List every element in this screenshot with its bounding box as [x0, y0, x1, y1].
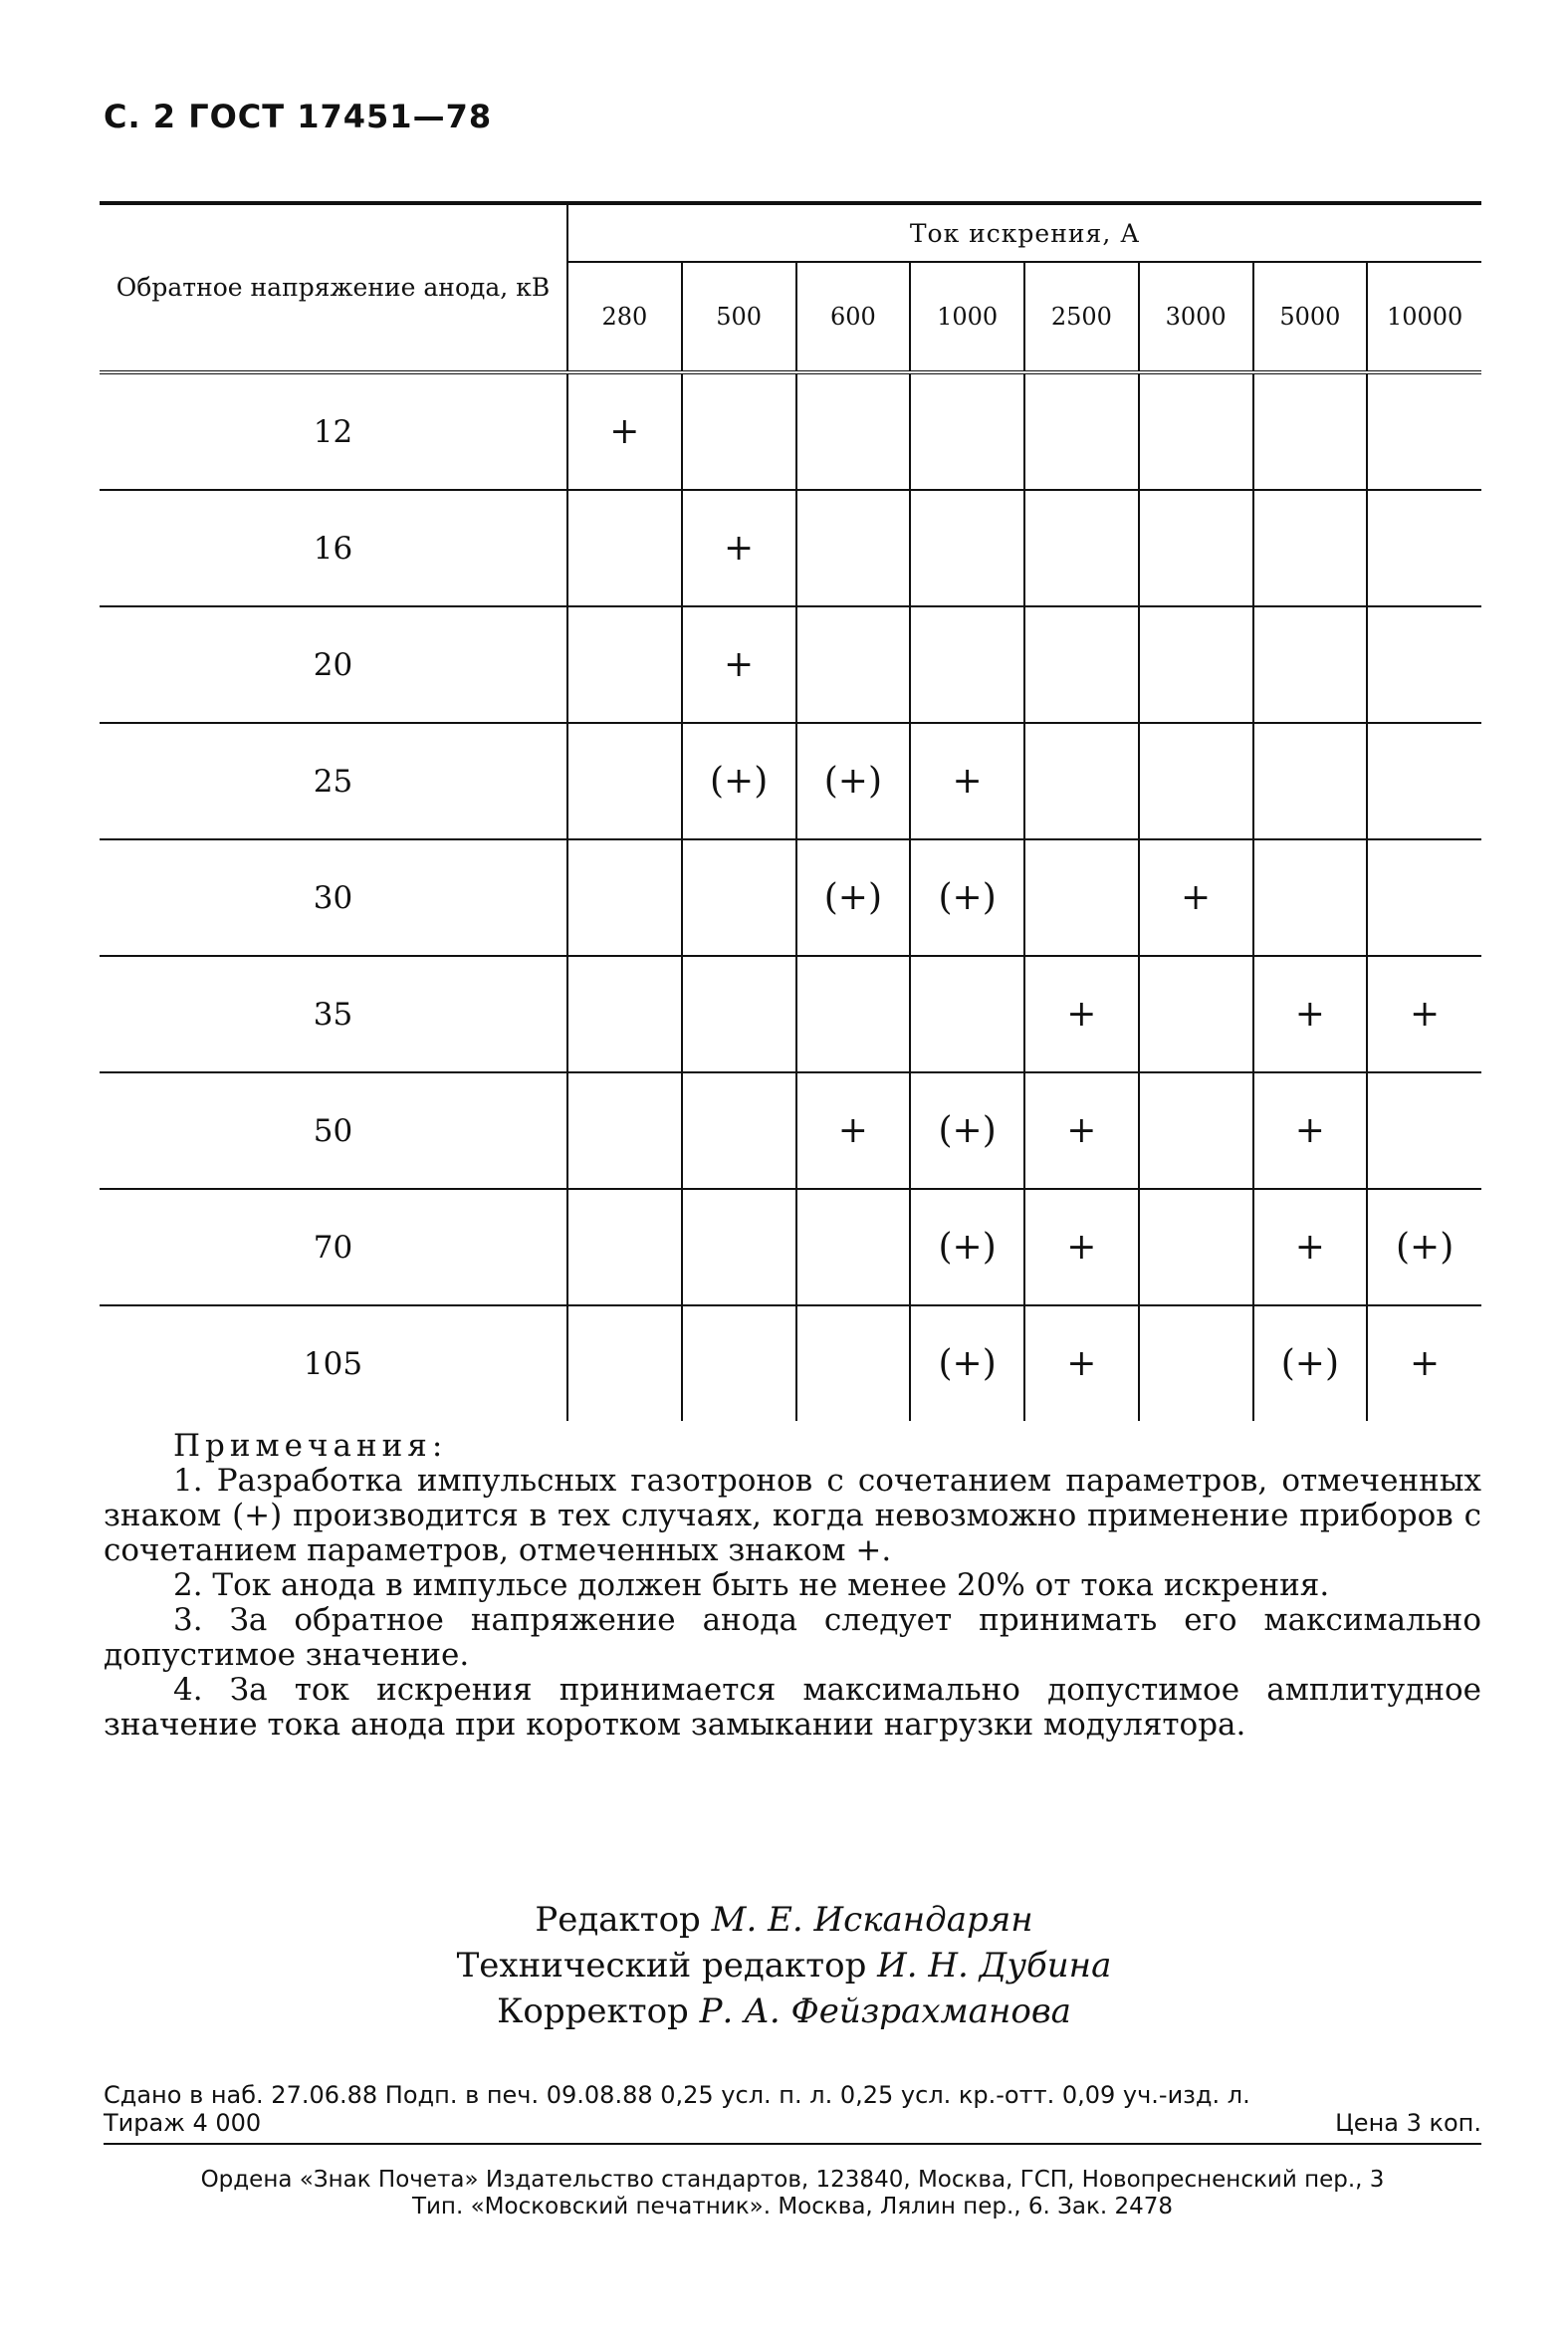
column-header: 280 — [567, 262, 682, 372]
mark-cell — [1139, 1072, 1253, 1189]
mark-cell — [567, 839, 682, 956]
mark-cell — [567, 723, 682, 839]
mark-cell: (+) — [796, 723, 911, 839]
mark-cell: + — [910, 723, 1024, 839]
mark-cell: (+) — [910, 1189, 1024, 1305]
mark-cell — [567, 956, 682, 1072]
mark-cell: + — [682, 606, 796, 723]
notes-title: Примечания: — [173, 1428, 448, 1464]
column-header: 500 — [682, 262, 796, 372]
voltage-cell: 70 — [100, 1189, 567, 1305]
mark-cell — [910, 606, 1024, 723]
mark-cell: + — [1024, 1305, 1139, 1421]
imprint-block — [104, 2081, 1481, 2145]
mark-cell: + — [1253, 956, 1368, 1072]
mark-cell: + — [567, 372, 682, 490]
column-header: 600 — [796, 262, 911, 372]
voltage-cell: 30 — [100, 839, 567, 956]
mark-cell — [1024, 490, 1139, 606]
editor-role: Редактор — [535, 1900, 701, 1940]
mark-cell — [1367, 1072, 1481, 1189]
corrector-line — [0, 1988, 1568, 2034]
mark-cell — [1367, 606, 1481, 723]
table-row — [100, 1305, 1481, 1421]
publisher-line: Ордена «Знак Почета» Издательство стандартов, 123840, Москва, ГСП, Новопресненский пер., 3 — [200, 2167, 1385, 2193]
mark-cell: + — [796, 1072, 911, 1189]
voltage-cell: 105 — [100, 1305, 567, 1421]
table-row — [100, 723, 1481, 839]
imprint-dates: Сдано в наб. 27.06.88 Подп. в печ. 09.08.88 0,25 усл. п. л. 0,25 усл. кр.-отт. 0,09 уч.-изд. л. — [104, 2081, 1250, 2109]
mark-cell: + — [1253, 1072, 1368, 1189]
tech-editor-role: Технический редактор — [456, 1946, 867, 1986]
printer-line: Тип. «Московский печатник». Москва, Лялин пер., 6. Зак. 2478 — [411, 2194, 1174, 2219]
mark-cell — [1139, 956, 1253, 1072]
mark-cell: + — [1367, 1305, 1481, 1421]
mark-cell — [910, 490, 1024, 606]
voltage-cell: 50 — [100, 1072, 567, 1189]
stub-header: Обратное напряжение анода, кВ — [100, 203, 567, 372]
mark-cell — [796, 606, 911, 723]
mark-cell — [1139, 490, 1253, 606]
mark-cell: (+) — [1253, 1305, 1368, 1421]
mark-cell: (+) — [910, 1072, 1024, 1189]
column-header: 5000 — [1253, 262, 1368, 372]
column-header: 2500 — [1024, 262, 1139, 372]
editor-name: М. Е. Искандарян — [711, 1900, 1033, 1940]
voltage-cell: 12 — [100, 372, 567, 490]
mark-cell — [796, 1189, 911, 1305]
mark-cell — [1367, 723, 1481, 839]
publisher-block — [104, 2167, 1481, 2220]
mark-cell: (+) — [910, 839, 1024, 956]
tech-editor-name: И. Н. Дубина — [877, 1946, 1112, 1986]
mark-cell: (+) — [682, 723, 796, 839]
table-row — [100, 956, 1481, 1072]
spark-current-table — [100, 201, 1481, 1421]
mark-cell — [1139, 723, 1253, 839]
mark-cell — [682, 839, 796, 956]
mark-cell — [1139, 606, 1253, 723]
mark-cell — [682, 372, 796, 490]
mark-cell — [796, 1305, 911, 1421]
table-row — [100, 490, 1481, 606]
note-item: 4. За ток искрения принимается максимально допустимое амплитудное значение тока анода при коротком замыкании нагрузки модулятора. — [104, 1672, 1481, 1743]
tech-editor-line — [0, 1943, 1568, 1988]
mark-cell: (+) — [796, 839, 911, 956]
voltage-cell: 16 — [100, 490, 567, 606]
mark-cell — [910, 956, 1024, 1072]
note-item: 2. Ток анода в импульсе должен быть не менее 20% от тока искрения. — [173, 1567, 1330, 1603]
page-header: С. 2 ГОСТ 17451—78 — [104, 98, 493, 135]
mark-cell — [796, 956, 911, 1072]
mark-cell — [796, 372, 911, 490]
mark-cell: + — [1367, 956, 1481, 1072]
mark-cell — [1253, 723, 1368, 839]
corrector-name: Р. А. Фейзрахманова — [699, 1991, 1071, 2031]
mark-cell: + — [1139, 839, 1253, 956]
voltage-cell: 25 — [100, 723, 567, 839]
imprint-price: Цена 3 коп. — [1335, 2109, 1481, 2137]
mark-cell — [1024, 372, 1139, 490]
mark-cell — [1024, 723, 1139, 839]
mark-cell — [682, 1072, 796, 1189]
group-header: Ток искрения, А — [567, 203, 1481, 262]
editors-block — [0, 1897, 1568, 2034]
mark-cell — [567, 1189, 682, 1305]
imprint-line2 — [104, 2109, 1481, 2145]
mark-cell — [1253, 490, 1368, 606]
table-row — [100, 1072, 1481, 1189]
column-header: 10000 — [1367, 262, 1481, 372]
table-row — [100, 372, 1481, 490]
mark-cell — [1253, 606, 1368, 723]
mark-cell — [1253, 372, 1368, 490]
column-header: 3000 — [1139, 262, 1253, 372]
mark-cell — [1139, 1189, 1253, 1305]
mark-cell — [1367, 839, 1481, 956]
mark-cell — [910, 372, 1024, 490]
mark-cell: + — [1024, 956, 1139, 1072]
table-body — [100, 372, 1481, 1421]
mark-cell — [1024, 606, 1139, 723]
voltage-cell: 35 — [100, 956, 567, 1072]
mark-cell: + — [682, 490, 796, 606]
table-row — [100, 606, 1481, 723]
mark-cell: + — [1253, 1189, 1368, 1305]
table-row — [100, 1189, 1481, 1305]
table-row — [100, 839, 1481, 956]
imprint-circulation: Тираж 4 000 — [104, 2109, 262, 2137]
mark-cell: + — [1024, 1072, 1139, 1189]
editor-line — [0, 1897, 1568, 1943]
spark-current-table-wrapper — [100, 201, 1481, 1421]
mark-cell — [682, 1305, 796, 1421]
mark-cell — [567, 490, 682, 606]
corrector-role: Корректор — [497, 1991, 689, 2031]
notes-section — [104, 1429, 1481, 1743]
column-header: 1000 — [910, 262, 1024, 372]
mark-cell: (+) — [1367, 1189, 1481, 1305]
mark-cell — [567, 1305, 682, 1421]
mark-cell — [1139, 372, 1253, 490]
mark-cell: + — [1024, 1189, 1139, 1305]
mark-cell — [1367, 372, 1481, 490]
mark-cell — [682, 1189, 796, 1305]
mark-cell — [682, 956, 796, 1072]
mark-cell — [796, 490, 911, 606]
voltage-cell: 20 — [100, 606, 567, 723]
mark-cell — [1367, 490, 1481, 606]
mark-cell: (+) — [910, 1305, 1024, 1421]
mark-cell — [567, 606, 682, 723]
note-item: 3. За обратное напряжение анода следует принимать его максимально допустимое значение. — [104, 1602, 1481, 1673]
mark-cell — [567, 1072, 682, 1189]
mark-cell — [1253, 839, 1368, 956]
mark-cell — [1024, 839, 1139, 956]
note-item: 1. Разработка импульсных газотронов с сочетанием параметров, отмеченных знаком (+) производится в тех случаях, когда невозможно применение приборов с сочетанием параметров, отмеченных знаком +. — [104, 1463, 1481, 1568]
mark-cell — [1139, 1305, 1253, 1421]
